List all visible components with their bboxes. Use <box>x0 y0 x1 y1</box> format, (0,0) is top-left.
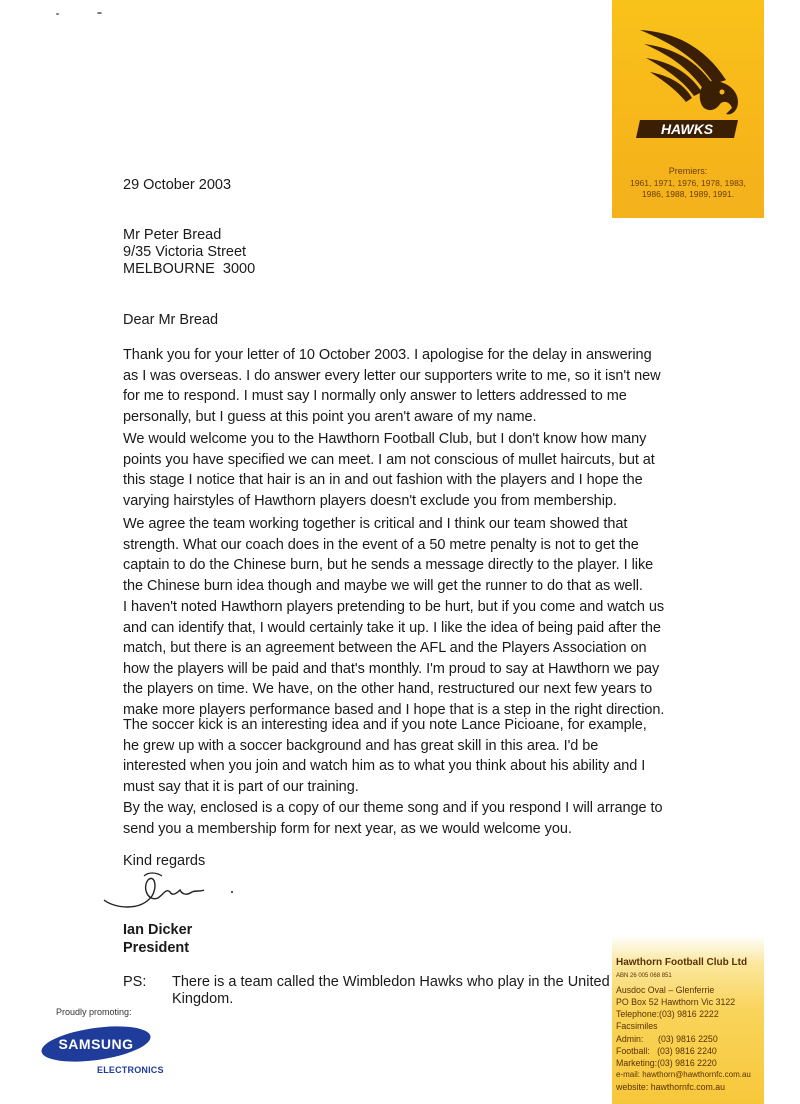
body-line: the players on time. We have, on the other hand, restructured our next few years to <box>123 681 653 697</box>
club-fax-heading: Facsimiles <box>616 1021 658 1031</box>
body-line: and can identify that, I would certainly take it up. I like the idea of being paid after the <box>123 619 661 636</box>
club-email: e-mail: hawthorn@hawthornfc.com.au <box>616 1070 751 1079</box>
hawks-wordmark: HAWKS <box>660 121 714 137</box>
club-abn: ABN 26 005 068 851 <box>616 973 672 979</box>
club-fax-football: Football: (03) 9816 2240 <box>616 1046 717 1056</box>
body-line: must say that it is part of our training. <box>123 778 359 795</box>
samsung-wordmark: SAMSUNG <box>58 1036 134 1052</box>
salutation: Dear Mr Bread <box>123 312 219 328</box>
premiers-years: 1986, 1988, 1989, 1991. <box>641 189 735 199</box>
body-line: strength. What our coach does in the event of a 50 metre penalty is not to get the <box>123 536 639 553</box>
club-address: PO Box 52 Hawthorn Vic 3122 <box>616 997 736 1007</box>
body-line: for me to respond. I must say I normally only answer to letters addressed to me <box>123 388 627 404</box>
ps-text: Kingdom. <box>172 991 234 1007</box>
club-address: Ausdoc Oval – Glenferrie <box>616 985 715 995</box>
recipient-name: Mr Peter Bread <box>123 227 222 243</box>
club-telephone: Telephone:(03) 9816 2222 <box>616 1009 719 1019</box>
club-info-panel <box>612 935 764 1104</box>
sponsor-division: ELECTRONICS <box>97 1065 164 1075</box>
body-paragraph <box>123 345 661 427</box>
body-line: match, but there is an agreement between the AFL and the Players Association on <box>123 640 647 656</box>
body-line: send you a membership form for next year, as we would welcome you. <box>123 820 572 837</box>
letter-date: 29 October 2003 <box>123 177 232 193</box>
sponsor-promo-text: Proudly promoting: <box>56 1007 132 1017</box>
samsung-logo <box>40 1026 152 1062</box>
body-line: We would welcome you to the Hawthorn Football Club, but I don't know how many <box>123 431 647 447</box>
scan-speck <box>56 13 59 15</box>
closing: Kind regards <box>123 853 206 869</box>
body-line: By the way, enclosed is a copy of our theme song and if you respond I will arrange to <box>123 800 663 816</box>
body-paragraph <box>123 514 658 596</box>
body-line: how the players will be paid and that's monthly. I'm proud to say at Hawthorn we pay <box>123 660 660 677</box>
premiers-title: Premiers: <box>668 166 708 176</box>
body-line: varying hairstyles of Hawthorn players doesn't exclude you from membership. <box>123 492 617 509</box>
signer-title: President <box>123 940 190 956</box>
premiers-years: 1961, 1971, 1976, 1978, 1983, <box>630 178 746 188</box>
body-line: interested when you join and watch him as to what you think about his ability and I <box>123 758 646 774</box>
recipient-street: 9/35 Victoria Street <box>123 244 247 260</box>
body-line: Thank you for your letter of 10 October 2003. I apologise for the delay in answering <box>123 347 652 363</box>
body-line: the Chinese burn idea though and maybe we will get the runner to do that as well. <box>123 577 643 594</box>
hawks-logo-panel <box>612 0 764 218</box>
recipient-city: MELBOURNE 3000 <box>123 261 256 277</box>
club-website: website: hawthornfc.com.au <box>616 1082 726 1092</box>
ps-label: PS: <box>123 974 147 990</box>
ps-text: There is a team called the Wimbledon Hawks who play in the United <box>172 974 610 990</box>
body-line: We agree the team working together is critical and I think our team showed that <box>123 516 628 532</box>
body-line: this stage I notice that hair is an in and out fashion with the players and I hope the <box>123 472 643 488</box>
body-line: I haven't noted Hawthorn players pretending to be hurt, but if you come and watch us <box>123 599 665 615</box>
body-paragraph <box>123 429 658 511</box>
club-fax-admin: Admin: (03) 9816 2250 <box>616 1034 718 1044</box>
body-line: he grew up with a soccer background and has great skill in this area. I'd be <box>123 737 599 754</box>
body-paragraph <box>123 597 665 720</box>
scan-speck <box>97 12 102 14</box>
club-fax-marketing: Marketing:(03) 9816 2220 <box>616 1058 717 1068</box>
body-paragraph <box>123 798 663 839</box>
body-line: as I was overseas. I do answer every letter our supporters write to me, so it isn't new <box>123 367 661 384</box>
body-paragraph <box>123 715 658 797</box>
signer-name: Ian Dicker <box>123 922 193 938</box>
handwritten-signature <box>100 866 240 914</box>
body-line: The soccer kick is an interesting idea and if you note Lance Picioane, for example, <box>123 717 647 733</box>
hawk-logo-icon <box>634 22 744 140</box>
club-name: Hawthorn Football Club Ltd <box>616 957 748 968</box>
body-line: personally, but I guess at this point you aren't aware of my name. <box>123 408 537 425</box>
body-line: points you have specified we can meet. I am not conscious of mullet haircuts, but at <box>123 451 655 468</box>
recipient-address <box>123 227 255 278</box>
body-line: make more players performance based and I hope that is a step in the right direction. <box>123 701 665 718</box>
body-line: captain to do the Chinese burn, but he sends a message directly to the player. I like <box>123 557 654 573</box>
